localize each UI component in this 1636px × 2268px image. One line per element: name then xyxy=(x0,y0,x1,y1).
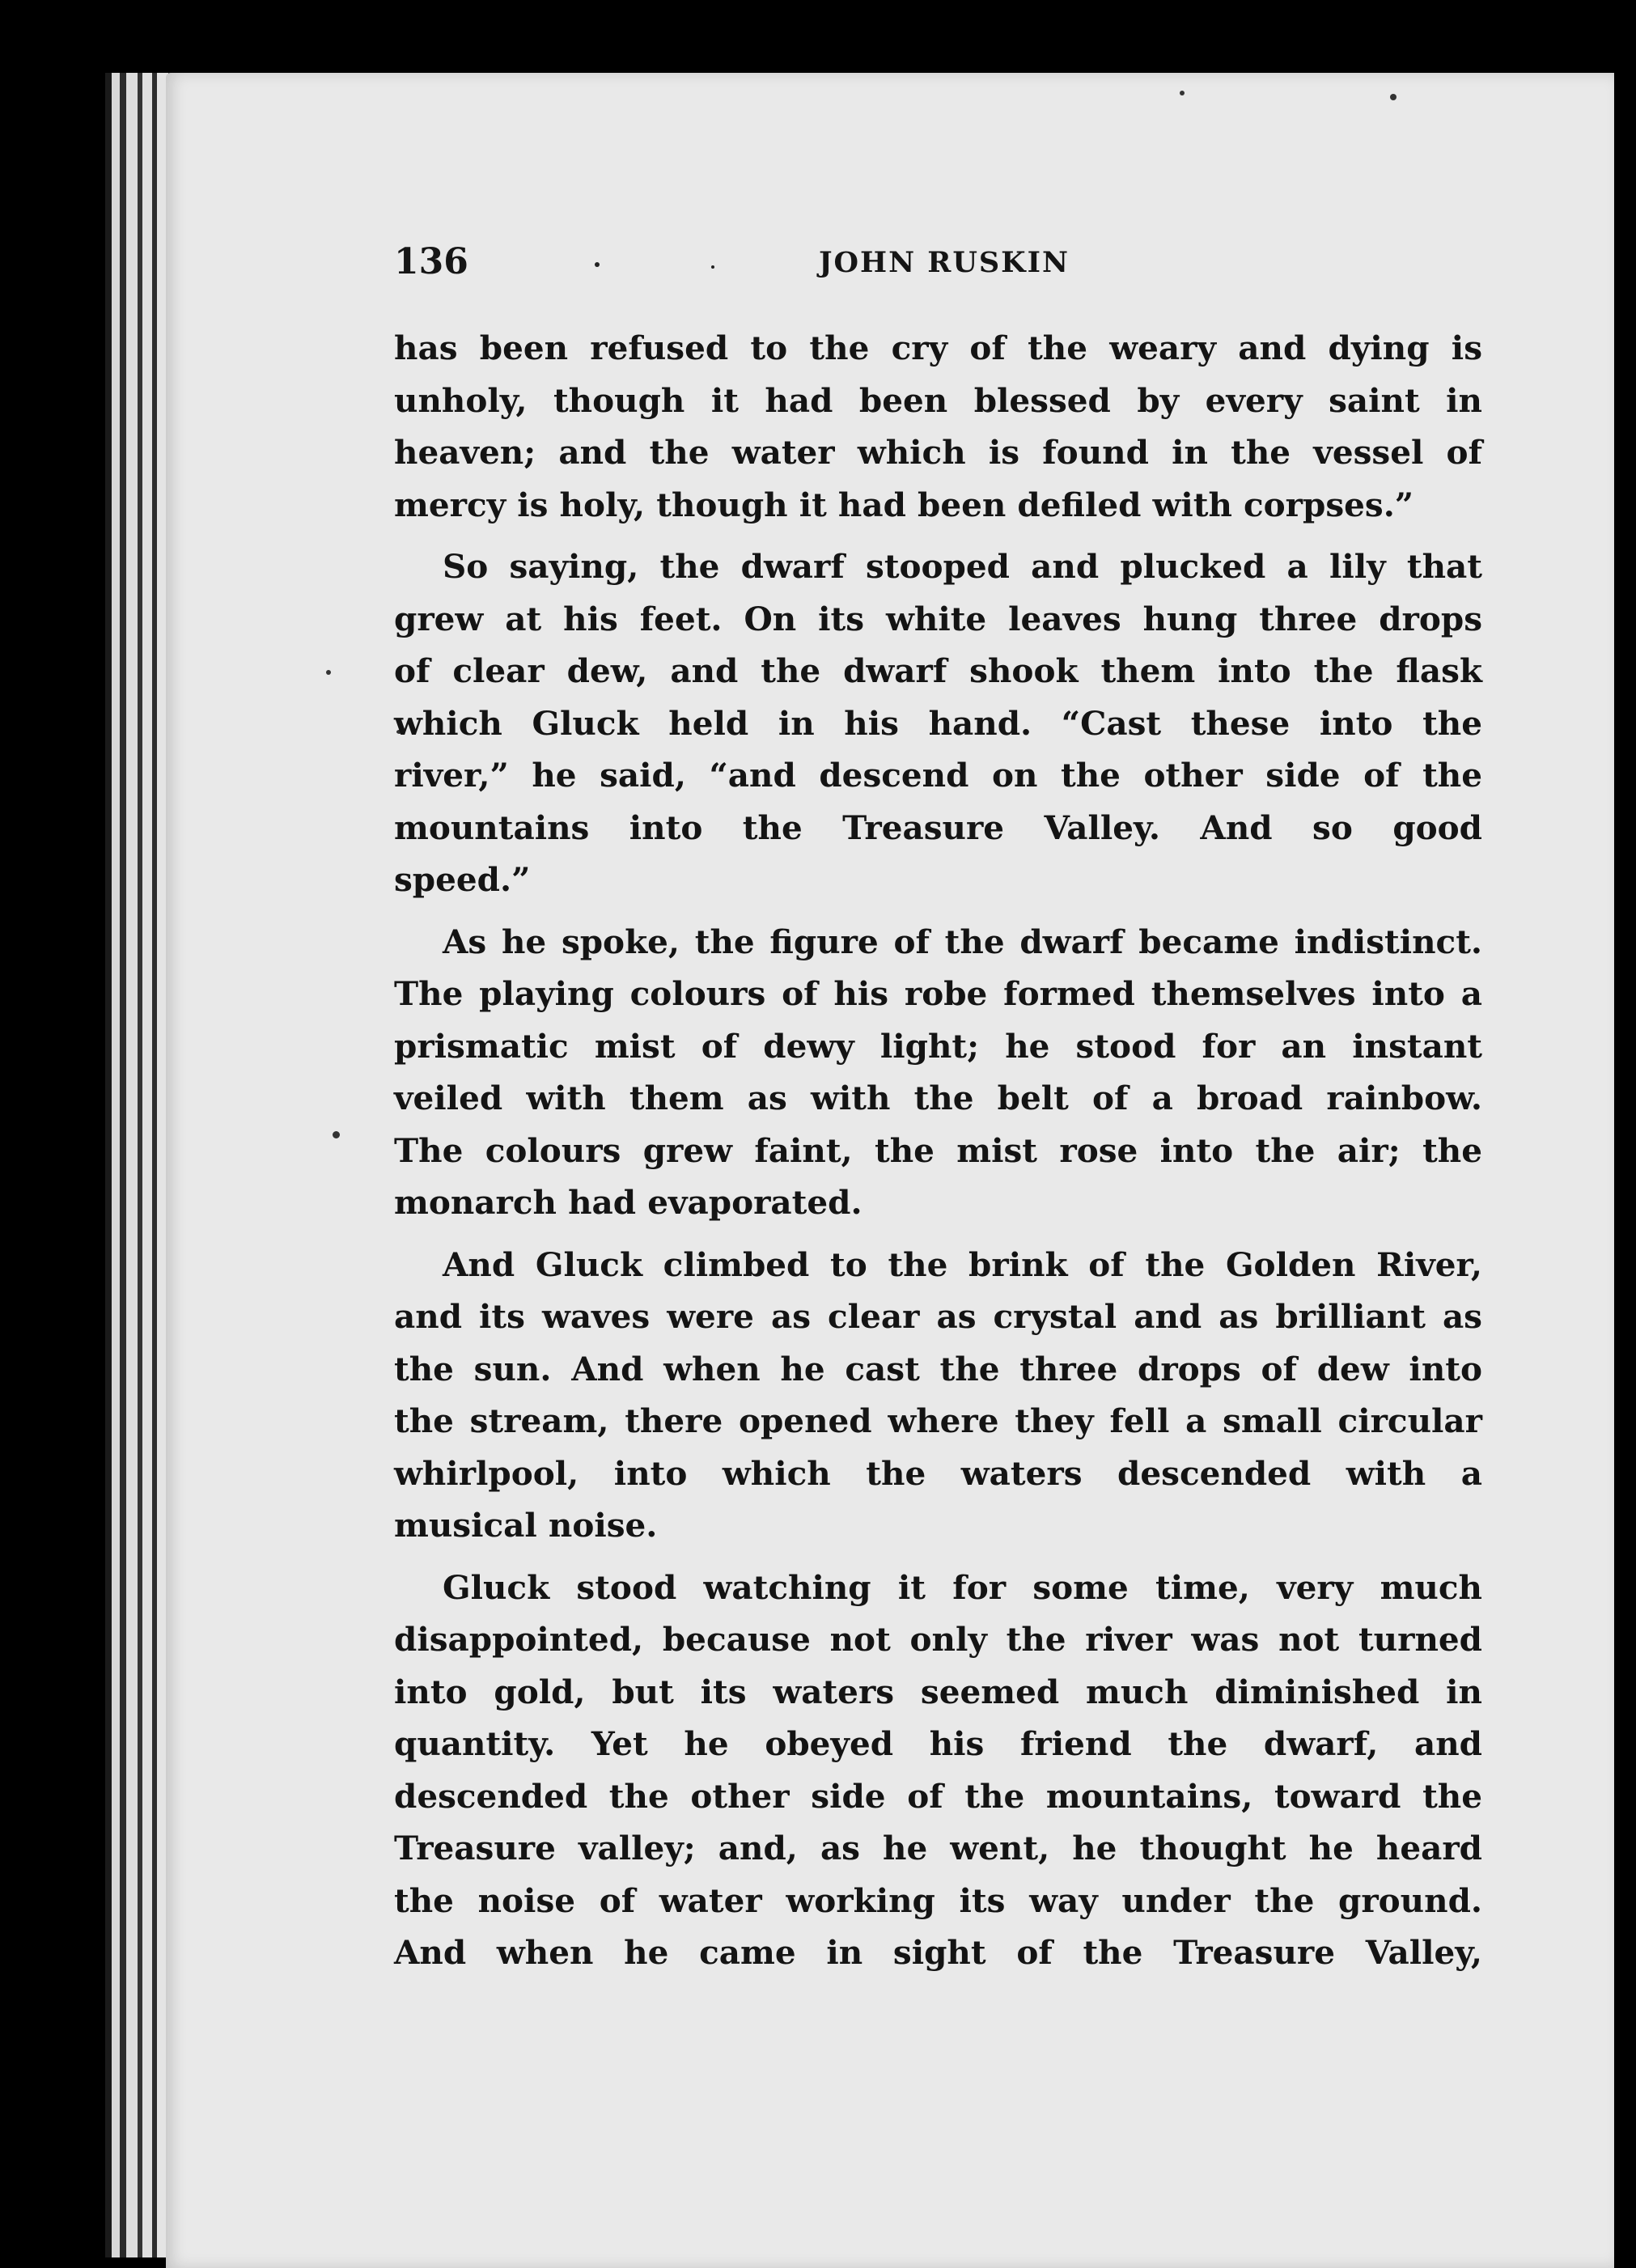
text-line: So saying, the dwarf stooped and plucked a lily that xyxy=(443,547,1482,586)
text-line: And Gluck climbed to the brink of the Golden River, xyxy=(443,1244,1482,1284)
body-text xyxy=(394,322,1482,1989)
scan-speck xyxy=(326,670,331,675)
scan-speck xyxy=(333,1131,340,1138)
text-line: grew at his feet. On its white leaves hung three drops xyxy=(394,599,1482,638)
text-line: descended the other side of the mountains, toward the xyxy=(394,1776,1482,1816)
text-line: musical noise. xyxy=(394,1506,658,1545)
text-line: veiled with them as with the belt of a broad rainbow. xyxy=(394,1079,1482,1117)
text-line: The playing colours of his robe formed themselves into a xyxy=(394,974,1482,1013)
text-line: Treasure valley; and, as he went, he thought he heard xyxy=(394,1829,1482,1867)
text-line: which Gluck held in his hand. “Cast these into the xyxy=(394,703,1482,743)
text-line: and its waves were as clear as crystal and as brilliant as xyxy=(394,1297,1482,1336)
paragraph xyxy=(394,541,1482,906)
scan-speck xyxy=(1390,94,1397,100)
running-title: JOHN RUSKIN xyxy=(819,246,1070,279)
paragraph xyxy=(394,1239,1482,1552)
text-line: The colours grew faint, the mist rose into the air; the xyxy=(394,1130,1482,1170)
text-line: river,” he said, “and descend on the other side of the xyxy=(394,756,1482,795)
text-line: into gold, but its waters seemed much diminished in xyxy=(394,1672,1482,1711)
text-line: As he spoke, the figure of the dwarf became indistinct. xyxy=(443,922,1482,961)
text-line: of clear dew, and the dwarf shook them into the flask xyxy=(394,651,1482,690)
paragraph xyxy=(394,322,1482,531)
header-dot xyxy=(711,265,714,269)
text-line: mercy is holy, though it had been defiled with corpses.” xyxy=(394,485,1414,524)
text-line: disappointed, because not only the river was not turned xyxy=(394,1620,1482,1659)
text-line: And when he came in sight of the Treasure Valley, xyxy=(394,1933,1482,1972)
text-line: whirlpool, into which the waters descended with a xyxy=(394,1453,1482,1493)
scan-speck xyxy=(1180,91,1185,95)
header-dot xyxy=(595,262,600,267)
text-line: the stream, there opened where they fell a small circular xyxy=(394,1401,1482,1440)
text-line: has been refused to the cry of the weary and dying is xyxy=(394,329,1482,367)
text-line: the sun. And when he cast the three drops of dew into xyxy=(394,1349,1482,1388)
text-line: monarch had evaporated. xyxy=(394,1183,863,1222)
text-line: Gluck stood watching it for some time, very much xyxy=(443,1567,1482,1607)
text-line: unholy, though it had been blessed by every saint in xyxy=(394,380,1482,420)
text-line: quantity. Yet he obeyed his friend the dwarf, and xyxy=(394,1724,1482,1763)
text-line: mountains into the Treasure Valley. And so good xyxy=(394,808,1482,847)
running-head xyxy=(394,241,1482,290)
paragraph xyxy=(394,916,1482,1229)
text-line: heaven; and the water which is found in the vessel of xyxy=(394,433,1482,472)
text-line: prismatic mist of dewy light; he stood for an instant xyxy=(394,1026,1482,1066)
page-number: 136 xyxy=(394,241,468,282)
text-line: the noise of water working its way under the ground. xyxy=(394,1880,1482,1920)
text-line: speed.” xyxy=(394,860,531,899)
paragraph xyxy=(394,1562,1482,1979)
